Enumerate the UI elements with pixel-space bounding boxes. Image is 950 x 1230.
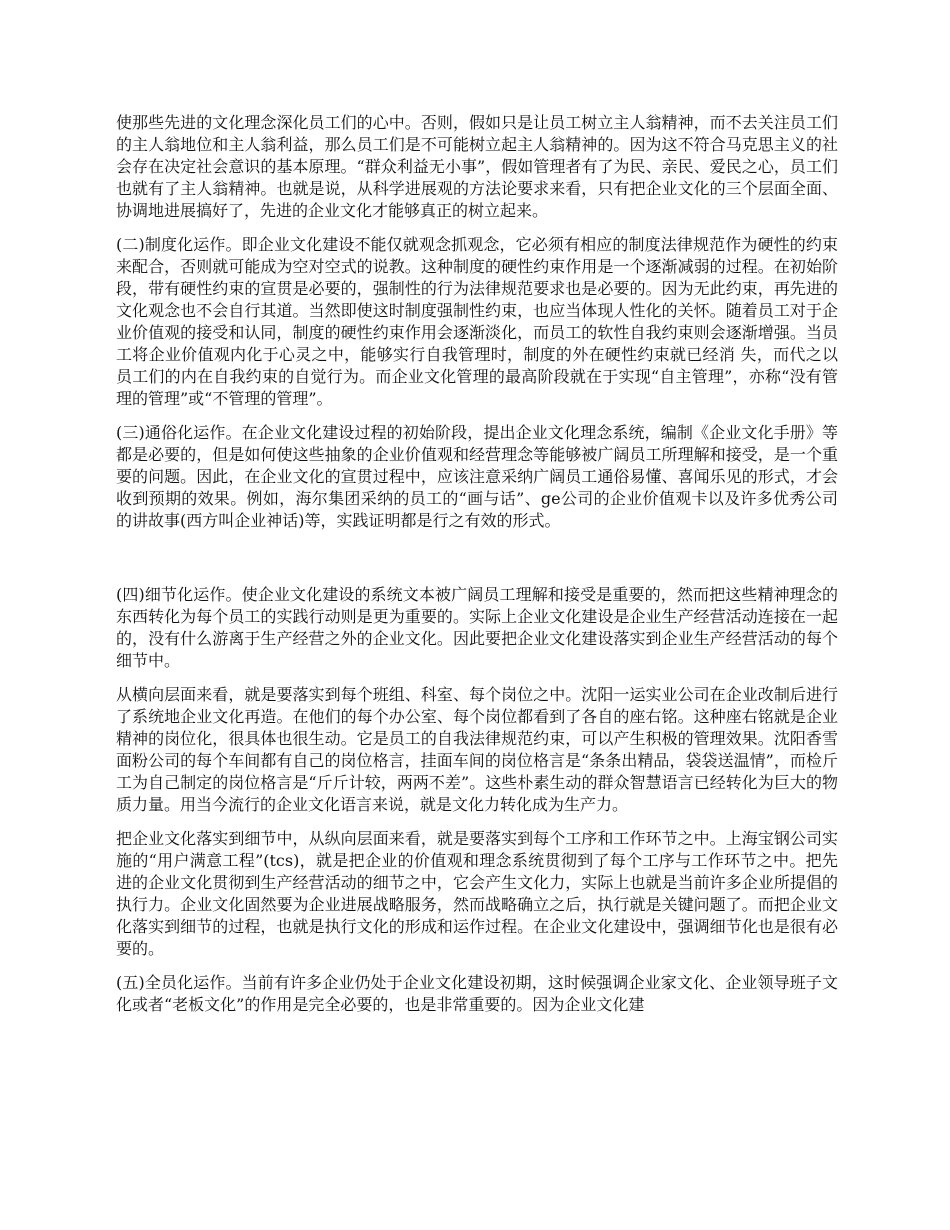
paragraph-all-staff-operation: (五)全员化运作。当前有许多企业仍处于企业文化建设初期，这时候强调企业家文化、企业领导班子文化或者“老板文化”的作用是完全必要的，也是非常重要的。因为企业文化建 — [116, 973, 838, 1014]
paragraph-detailed-operation: (四)细节化运作。使企业文化建设的系统文本被广阔员工理解和接受是重要的，然而把这些精神理念的东西转化为每个员工的实践行动则是更为重要的。实际上企业文化建设是企业生产经营活动连接在一起的，没有什么游离于生产经营之外的企业文化。因此要把企业文化建设落实到企业生产经营活动的每个细节中。 — [116, 585, 838, 670]
paragraph-cultural-ideas: 使那些先进的文化理念深化员工们的心中。否则，假如只是让员工树立主人翁精神，而不去关注员工们的主人翁地位和主人翁利益，那么员工们是不可能树立起主人翁精神的。因为这不符合马克思主义的社会存在决定社会意识的基本原理。“群众利益无小事”，假如管理者有了为民、亲民、爱民之心，员工们也就有了主人翁精神。也就是说，从科学进展观的方法论要求来看，只有把企业文化的三个层面全面、协调地进展搞好了，先进的企业文化才能够真正的树立起来。 — [116, 113, 838, 220]
paragraph-horizontal-level: 从横向层面来看，就是要落实到每个班组、科室、每个岗位之中。沈阳一运实业公司在企业改制后进行了系统地企业文化再造。在他们的每个办公室、每个岗位都看到了各自的座右铭。这种座右铭就是企业精神的岗位化，很具体也很生动。它是员工的自我法律规范约束，可以产生积极的管理效果。沈阳香雪面粉公司的每个车间都有自己的岗位格言，挂面车间的岗位格言是“条条出精品，袋袋送温情”，而检斤工为自己制定的岗位格言是“斤斤计较，两两不差”。这些朴素生动的群众智慧语言已经转化为巨大的物质力量。用当今流行的企业文化语言来说，就是文化力转化成为生产力。 — [116, 685, 838, 814]
document-body — [116, 112, 838, 1028]
section-gap — [116, 544, 838, 584]
paragraph-institutional-operation: (二)制度化运作。即企业文化建设不能仅就观念抓观念，它必须有相应的制度法律规范作为硬性的约束来配合，否则就可能成为空对空式的说教。这种制度的硬性约束作用是一个逐渐减弱的过程。在初始阶段，带有硬性约束的宣贯是必要的，强制性的行为法律规范要求也是必要的。因为无此约束，再先进的文化观念也不会自行其道。当然即使这时制度强制性约束，也应当体现人性化的关怀。随着员工对于企业价值观的接受和认同，制度的硬性约束作用会逐渐淡化，而员工的软性自我约束则会逐渐增强。当员工将企业价值观内化于心灵之中，能够实行自我管理时，制度的外在硬性约束就已经消 失，而代之以员工们的内在自我约束的自觉行为。而企业文化管理的最高阶段就在于实现“自主管理”，亦称“没有管理的管理”或“不管理的管理”。 — [116, 235, 838, 408]
paragraph-popularized-operation: (三)通俗化运作。在企业文化建设过程的初始阶段，提出企业文化理念系统，编制《企业文化手册》等都是必要的，但是如何使这些抽象的企业价值观和经营理念等能够被广阔员工所理解和接受，是一个重要的问题。因此，在企业文化的宣贯过程中，应该注意采纳广阔员工通俗易懂、喜闻乐见的形式，才会收到预期的效果。例如，海尔集团采纳的员工的“画与话”、ge公司的企业价值观卡以及许多优秀公司的讲故事(西方叫企业神话)等，实践证明都是行之有效的形式。 — [116, 423, 838, 530]
paragraph-vertical-level: 把企业文化落实到细节中，从纵向层面来看，就是要落实到每个工序和工作环节之中。上海宝钢公司实施的“用户满意工程”(tcs)，就是把企业的价值观和理念系统贯彻到了每个工序与工作环节之中。把先进的企业文化贯彻到生产经营活动的细节之中，它会产生文化力，实际上也就是当前许多企业所提倡的执行力。企业文化固然要为企业进展战略服务，然而战略确立之后，执行就是关键问题了。而把企业文化落实到细节的过程，也就是执行文化的形成和运作过程。在企业文化建设中，强调细节化也是很有必要的。 — [116, 829, 838, 958]
